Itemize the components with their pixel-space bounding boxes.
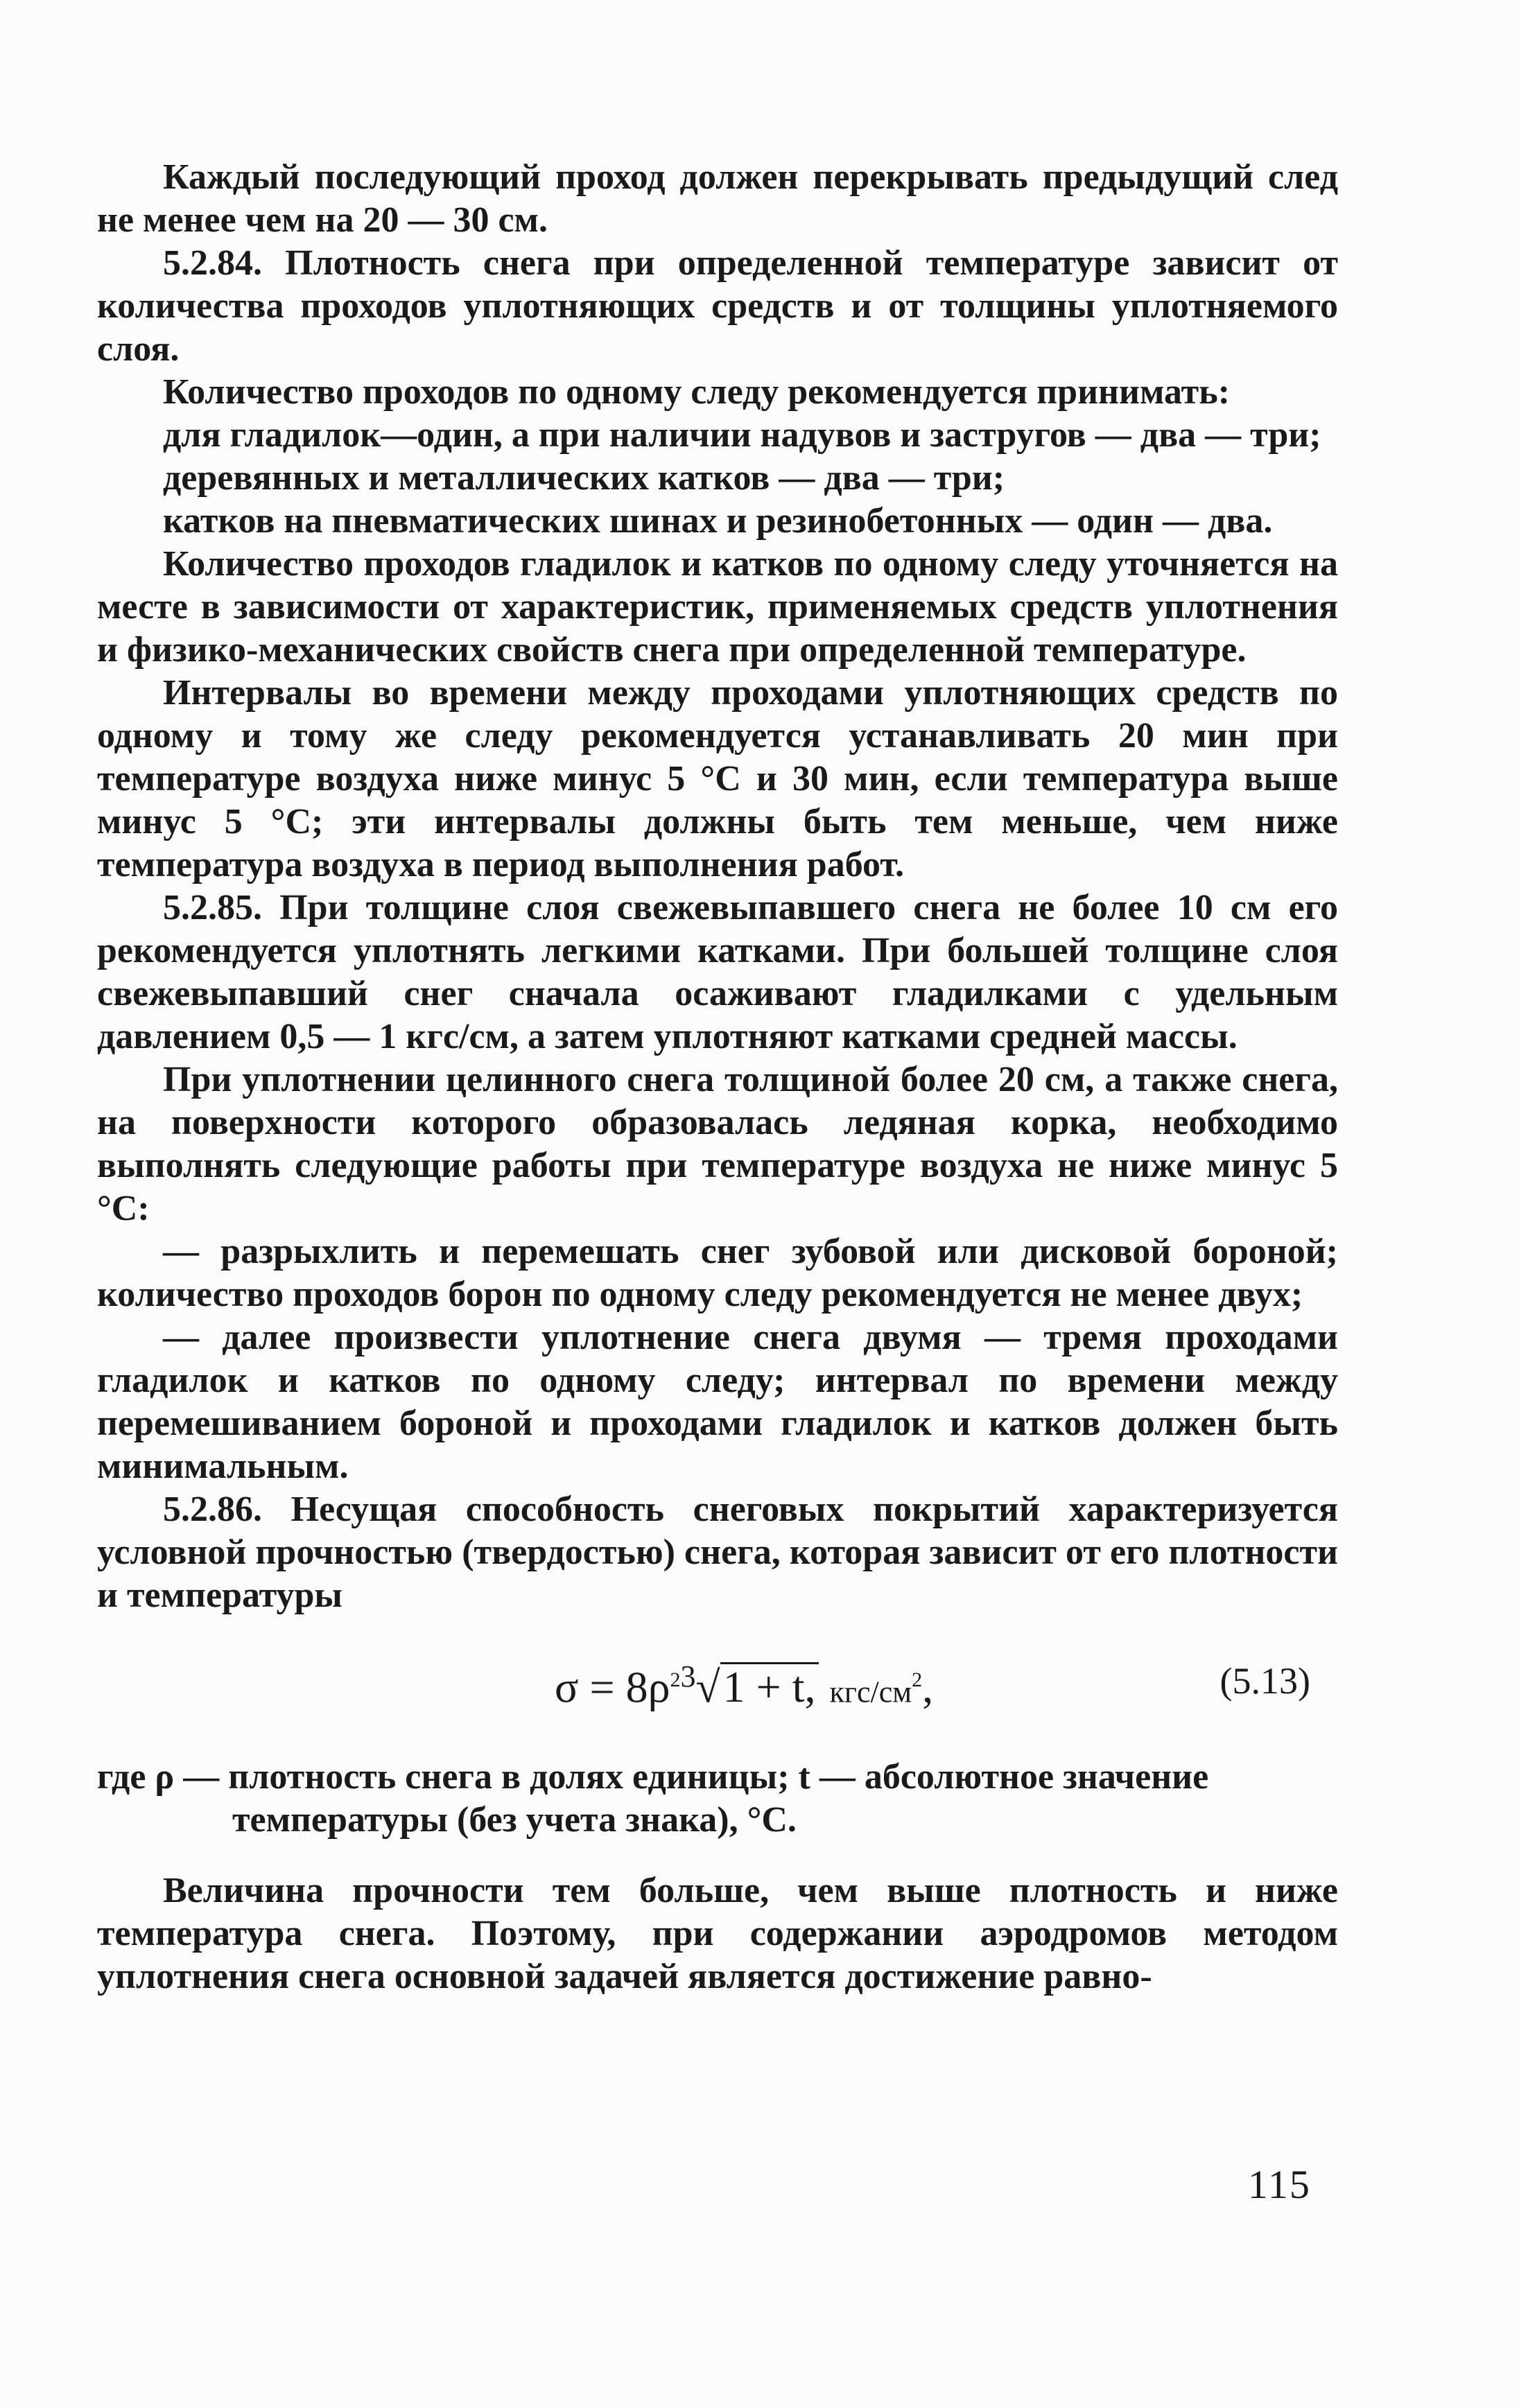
list-item: — разрыхлить и перемешать снег зубовой или дисковой бороной; количество проходов борон по одному следу рекомендуется не менее двух; [97,1232,1338,1314]
where-block [97,1756,1338,1842]
where-line: температуры (без учета знака), °С. [232,1800,797,1840]
formula-5-13 [555,1655,933,1713]
list-item: деревянных и металлических катков — два — три; [163,458,1005,498]
formula-unit: кгс/см [829,1675,912,1709]
paragraph: Каждый последующий проход должен перекрывать предыдущий след не менее чем на 20 — 30 см. [97,157,1338,240]
formula-exponent: 2 [670,1668,681,1691]
list-item: катков на пневматических шинах и резинобетонных — один — два. [163,501,1273,541]
page-number: 115 [1248,2162,1311,2207]
paragraph-5-2-84: 5.2.84. Плотность снега при определенной температуре зависит от количества проходов уплотняющих средств и от толщины уплотняемого слоя. [97,243,1338,369]
paragraph: Количество проходов гладилок и катков по одному следу уточняется на месте в зависимости от характеристик, применяемых средств уплотнения и физико-механических свойств снега при определенной температуре. [97,544,1338,670]
formula-root-index: 3 [680,1659,696,1693]
paragraph: Величина прочности тем больше, чем выше плотность и ниже температура снега. Поэтому, при содержании аэродромов методом уплотнения снега основной задачей является достижение равно- [97,1871,1338,1996]
paragraph: При уплотнении целинного снега толщиной более 20 см, а также снега, на поверхности которого образовалась ледяная корка, необходимо выполнять следующие работы при температуре воздуха не ниже минус 5 °С: [97,1060,1338,1228]
formula-unit-exponent: 2 [912,1668,923,1691]
where-line: где ρ — плотность снега в долях единицы; t — абсолютное значение [97,1757,1209,1797]
paragraph: Количество проходов по одному следу рекомендуется принимать: [163,372,1231,412]
formula-radicand: 1 + t, [720,1662,819,1710]
paragraph-5-2-85: 5.2.85. При толщине слоя свежевыпавшего снега не более 10 см его рекомендуется уплотнять легкими катками. При большей толщине слоя свежевыпавший снег сначала осаживают гладилками с удельным давлением 0,5 — 1 кгс/см, а затем уплотняют катками средней массы. [97,888,1338,1056]
paragraph: Интервалы во времени между проходами уплотняющих средств по одному и тому же следу рекомендуется устанавливать 20 мин при температуре воздуха ниже минус 5 °С и 30 мин, если температура выше минус 5 °С; эти интервалы должны быть тем меньше, чем ниже температура воздуха в период выполнения работ. [97,673,1338,884]
radical-sign: √ [695,1662,720,1712]
body-text [97,156,1338,1998]
formula-row [97,1655,1338,1718]
equation-number: (5.13) [1219,1660,1310,1702]
formula-lhs: σ = 8ρ [555,1662,670,1712]
paragraph-5-2-86: 5.2.86. Несущая способность снеговых покрытий характеризуется условной прочностью (твердостью) снега, которая зависит от его плотности и температуры [97,1490,1338,1615]
list-item: для гладилок—один, а при наличии надувов и застругов — два — три; [163,415,1321,455]
list-item: — далее произвести уплотнение снега двумя — тремя проходами гладилок и катков по одному следу; интервал по времени между перемешиванием бороной и проходами гладилок и катков должен быть минимальным. [97,1318,1338,1486]
formula-tail: , [922,1662,934,1712]
